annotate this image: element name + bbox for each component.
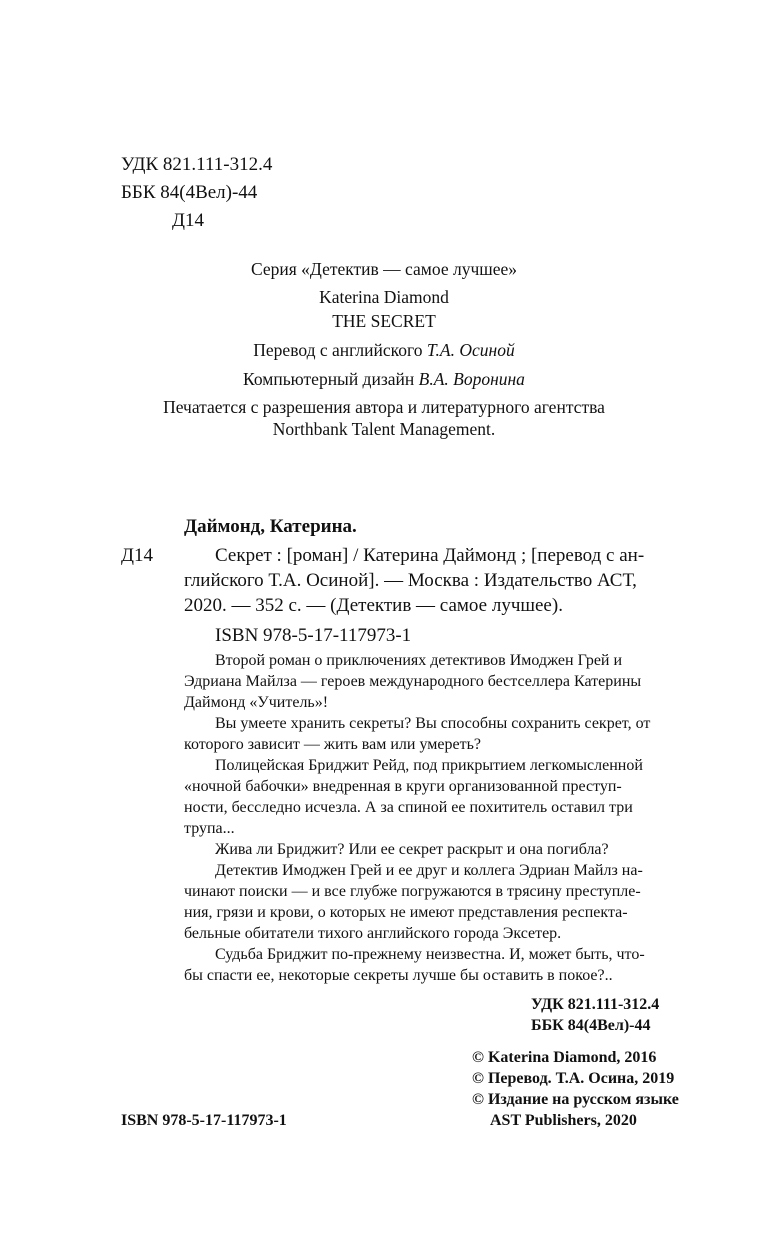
annotation-paragraph — [184, 839, 686, 860]
translation-credit — [0, 339, 768, 362]
original-title: THE SECRET — [332, 311, 436, 331]
annotation-line: «ночной бабочки» внедренная в круги организованной преступ- — [184, 778, 622, 795]
permission-line-2: Northbank Talent Management. — [272, 419, 496, 439]
designer-name: В.А. Воронина — [418, 369, 525, 389]
copyright-author: © Katerina Diamond, 2016 — [472, 1049, 657, 1066]
annotation-line: бельные обитатели тихого английского города Эксетер. — [184, 925, 562, 942]
original-author: Katerina Diamond — [319, 287, 449, 307]
annotation-line: бы спасти ее, некоторые секреты лучше бы оставить в покое?.. — [184, 967, 613, 984]
design-prefix: Компьютерный дизайн — [243, 369, 415, 389]
copyright-publisher: AST Publishers, 2020 — [490, 1112, 637, 1129]
bbk-bold: ББК 84(4Вел)-44 — [531, 1017, 651, 1034]
bbk-code: ББК 84(4Вел)-44 — [121, 182, 258, 203]
annotation-line: Даймонд «Учитель»! — [184, 694, 329, 711]
annotation-line: Вы умеете хранить секреты? Вы способны сохранить секрет, от — [215, 715, 651, 732]
author-sign: Д14 — [172, 210, 204, 231]
catalog-entry-line: глийского Т.А. Осиной]. — Москва : Издательство АСТ, — [184, 570, 637, 591]
catalog-isbn: ISBN 978-5-17-117973-1 — [215, 625, 412, 646]
annotation-paragraph — [184, 944, 686, 986]
series-line: Серия «Детектив — самое лучшее» — [250, 259, 518, 279]
annotation-paragraph — [184, 860, 686, 944]
copyright-edition: © Издание на русском языке — [472, 1091, 679, 1108]
design-credit — [0, 368, 768, 391]
annotation-paragraph — [184, 755, 686, 839]
annotation-line: Жива ли Бриджит? Или ее секрет раскрыт и она погибла? — [215, 841, 609, 858]
annotation-line: Судьба Бриджит по-прежнему неизвестна. И, может быть, что- — [215, 946, 645, 963]
copyright-translation: © Перевод. Т.А. Осина, 2019 — [472, 1070, 675, 1087]
annotation-line: Полицейская Бриджит Рейд, под прикрытием легкомысленной — [215, 757, 643, 774]
annotation-line: ности, бесследно исчезла. А за спиной ее похититель оставил три — [184, 799, 633, 816]
annotation-line: Детектив Имоджен Грей и ее друг и коллега Эдриан Майлз на- — [215, 862, 643, 879]
permission-line-1: Печатается с разрешения автора и литературного агентства — [163, 397, 605, 417]
catalog-entry-line: 2020. — 352 с. — (Детектив — самое лучшее). — [184, 595, 563, 616]
annotation-line: трупа... — [184, 820, 235, 837]
annotation — [184, 650, 686, 986]
annotation-paragraph — [184, 713, 686, 755]
translation-prefix: Перевод с английского — [253, 340, 423, 360]
annotation-line: ния, грязи и крови, о которых не имеют представления респекта- — [184, 904, 628, 921]
catalog-author-heading: Даймонд, Катерина. — [184, 516, 357, 537]
annotation-line: Второй роман о приключениях детективов Имоджен Грей и — [215, 652, 623, 669]
catalog-entry-line: Секрет : [роман] / Катерина Даймонд ; [перевод с ан- — [215, 545, 645, 566]
udk-code: УДК 821.111-312.4 — [121, 154, 273, 175]
catalog-sign: Д14 — [121, 545, 153, 566]
annotation-line: которого зависит — жить вам или умереть? — [184, 736, 481, 753]
annotation-line: Эдриана Майлза — героев международного бестселлера Катерины — [184, 673, 642, 690]
bottom-isbn: ISBN 978-5-17-117973-1 — [121, 1112, 287, 1129]
udk-bold: УДК 821.111-312.4 — [531, 996, 660, 1013]
annotation-line: чинают поиски — и все глубже погружаются в трясину преступле- — [184, 883, 641, 900]
annotation-paragraph — [184, 650, 686, 713]
translator-name: Т.А. Осиной — [426, 340, 515, 360]
